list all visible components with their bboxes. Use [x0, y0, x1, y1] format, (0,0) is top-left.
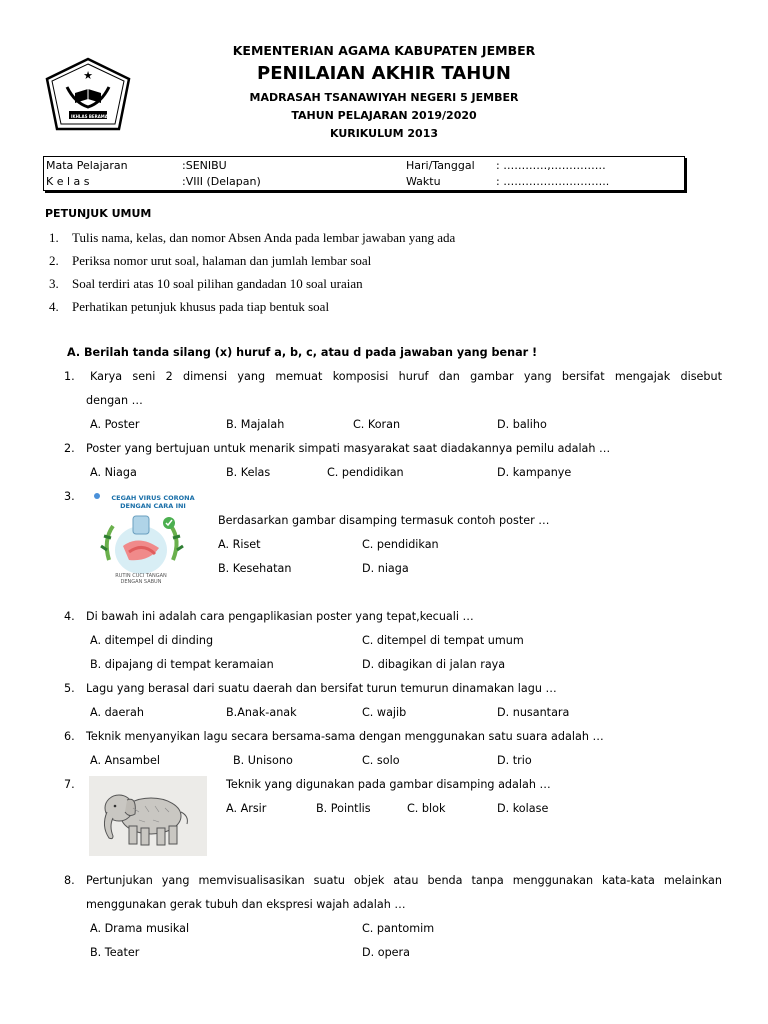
- option-b: B. Unisono: [233, 754, 293, 767]
- option-d: D. kampanye: [497, 466, 572, 479]
- question-text: Pertunjukan yang memvisualisasikan suatu objek atau benda tanpa menggunakan kata-kata melainkan: [86, 874, 722, 887]
- question-number: 7.: [64, 778, 75, 791]
- option-c: C. Koran: [353, 418, 401, 431]
- option-b: B. dipajang di tempat keramaian: [90, 658, 274, 671]
- option-d: D. trio: [497, 754, 532, 767]
- option-c: C. pendidikan: [362, 538, 439, 551]
- option-c: C. pendidikan: [327, 466, 404, 479]
- elephant-drawing-image: [89, 776, 207, 856]
- school-name: MADRASAH TSANAWIYAH NEGERI 5 JEMBER: [249, 91, 519, 104]
- question-text: Teknik menyanyikan lagu secara bersama-sama dengan menggunakan satu suara adalah …: [86, 730, 604, 743]
- question-number: 2.: [64, 442, 75, 455]
- option-d: D. baliho: [497, 418, 547, 431]
- question-text-cont: menggunakan gerak tubuh dan ekspresi wajah adalah …: [86, 898, 406, 911]
- instruction-num: 4.: [49, 299, 59, 314]
- option-b: B. Teater: [90, 946, 140, 959]
- option-b: B. Kesehatan: [218, 562, 292, 575]
- option-b: B. Majalah: [226, 418, 285, 431]
- option-c: C. pantomim: [362, 922, 435, 935]
- option-c: C. ditempel di tempat umum: [362, 634, 524, 647]
- day-label: Hari/Tanggal: [406, 159, 475, 172]
- option-a: A. Arsir: [226, 802, 267, 815]
- option-c: C. solo: [362, 754, 400, 767]
- question-text: Karya seni 2 dimensi yang memuat komposisi huruf dan gambar yang bersifat mengajak disebut: [90, 370, 722, 383]
- question-number: 6.: [64, 730, 75, 743]
- option-a: A. ditempel di dinding: [90, 634, 214, 647]
- poster-title: CEGAH VIRUS CORONA DENGAN CARA INI: [111, 494, 195, 510]
- question-text: Teknik yang digunakan pada gambar disamping adalah …: [226, 778, 551, 791]
- option-d: D. niaga: [362, 562, 409, 575]
- academic-year: TAHUN PELAJARAN 2019/2020: [291, 109, 477, 122]
- page-title: PENILAIAN AKHIR TAHUN: [257, 63, 511, 84]
- option-a: A. Riset: [218, 538, 261, 551]
- option-c: C. blok: [407, 802, 446, 815]
- question-number: 3.: [64, 490, 75, 503]
- class-label: K e l a s: [46, 175, 90, 188]
- section-a-heading: A. Berilah tanda silang (x) huruf a, b, c, atau d pada jawaban yang benar !: [67, 346, 538, 359]
- option-d: D. kolase: [497, 802, 549, 815]
- class-value: :VIII (Delapan): [182, 175, 261, 188]
- option-a: A. daerah: [90, 706, 144, 719]
- poster-caption: RUTIN CUCI TANGAN DENGAN SABUN: [115, 573, 167, 585]
- question-number: 8.: [64, 874, 75, 887]
- curriculum: KURIKULUM 2013: [329, 127, 439, 140]
- question-number: 5.: [64, 682, 75, 695]
- subject-value: :SENIBU: [182, 159, 227, 172]
- instruction-text: Perhatikan petunjuk khusus pada tiap bentuk soal: [72, 299, 330, 314]
- option-a: A. Ansambel: [90, 754, 160, 767]
- time-label: Waktu: [406, 175, 441, 188]
- question-text-cont: dengan …: [86, 394, 143, 407]
- option-b: B. Pointlis: [316, 802, 371, 815]
- option-a: A. Poster: [90, 418, 140, 431]
- instruction-num: 2.: [49, 253, 59, 268]
- option-d: D. dibagikan di jalan raya: [362, 658, 506, 671]
- question-text: Poster yang bertujuan untuk menarik simpati masyarakat saat diadakannya pemilu adalah …: [86, 442, 611, 455]
- svg-text:★: ★: [83, 69, 93, 82]
- option-d: D. nusantara: [497, 706, 570, 719]
- option-d: D. opera: [362, 946, 411, 959]
- instruction-text: Soal terdiri atas 10 soal pilihan gandadan 10 soal uraian: [72, 276, 363, 291]
- instruction-text: Periksa nomor urut soal, halaman dan jumlah lembar soal: [72, 253, 372, 268]
- ministry-name: KEMENTERIAN AGAMA KABUPATEN JEMBER: [232, 43, 536, 58]
- day-value: : …………,……………: [496, 159, 606, 172]
- general-heading: PETUNJUK UMUM: [45, 207, 152, 220]
- option-a: A. Drama musikal: [90, 922, 190, 935]
- option-c: C. wajib: [362, 706, 407, 719]
- question-number: 1.: [64, 370, 75, 383]
- instruction-text: Tulis nama, kelas, dan nomor Absen Anda pada lembar jawaban yang ada: [72, 230, 456, 245]
- instruction-num: 3.: [49, 276, 59, 291]
- question-number: 4.: [64, 610, 75, 623]
- option-b: B.Anak-anak: [226, 706, 297, 719]
- logo-motto: IKHLAS BERAMAL: [71, 114, 111, 119]
- question-text: Di bawah ini adalah cara pengaplikasian poster yang tepat,kecuali …: [86, 610, 474, 623]
- question-text: Lagu yang berasal dari suatu daerah dan bersifat turun temurun dinamakan lagu …: [86, 682, 557, 695]
- time-value: : ………………………..: [496, 175, 610, 188]
- option-a: A. Niaga: [90, 466, 137, 479]
- instruction-num: 1.: [49, 230, 59, 245]
- exam-info-box: [43, 156, 685, 191]
- subject-label: Mata Pelajaran: [46, 159, 128, 172]
- option-b: B. Kelas: [226, 466, 271, 479]
- hand-washing-poster-image: [89, 490, 207, 590]
- question-text: Berdasarkan gambar disamping termasuk contoh poster …: [218, 514, 550, 527]
